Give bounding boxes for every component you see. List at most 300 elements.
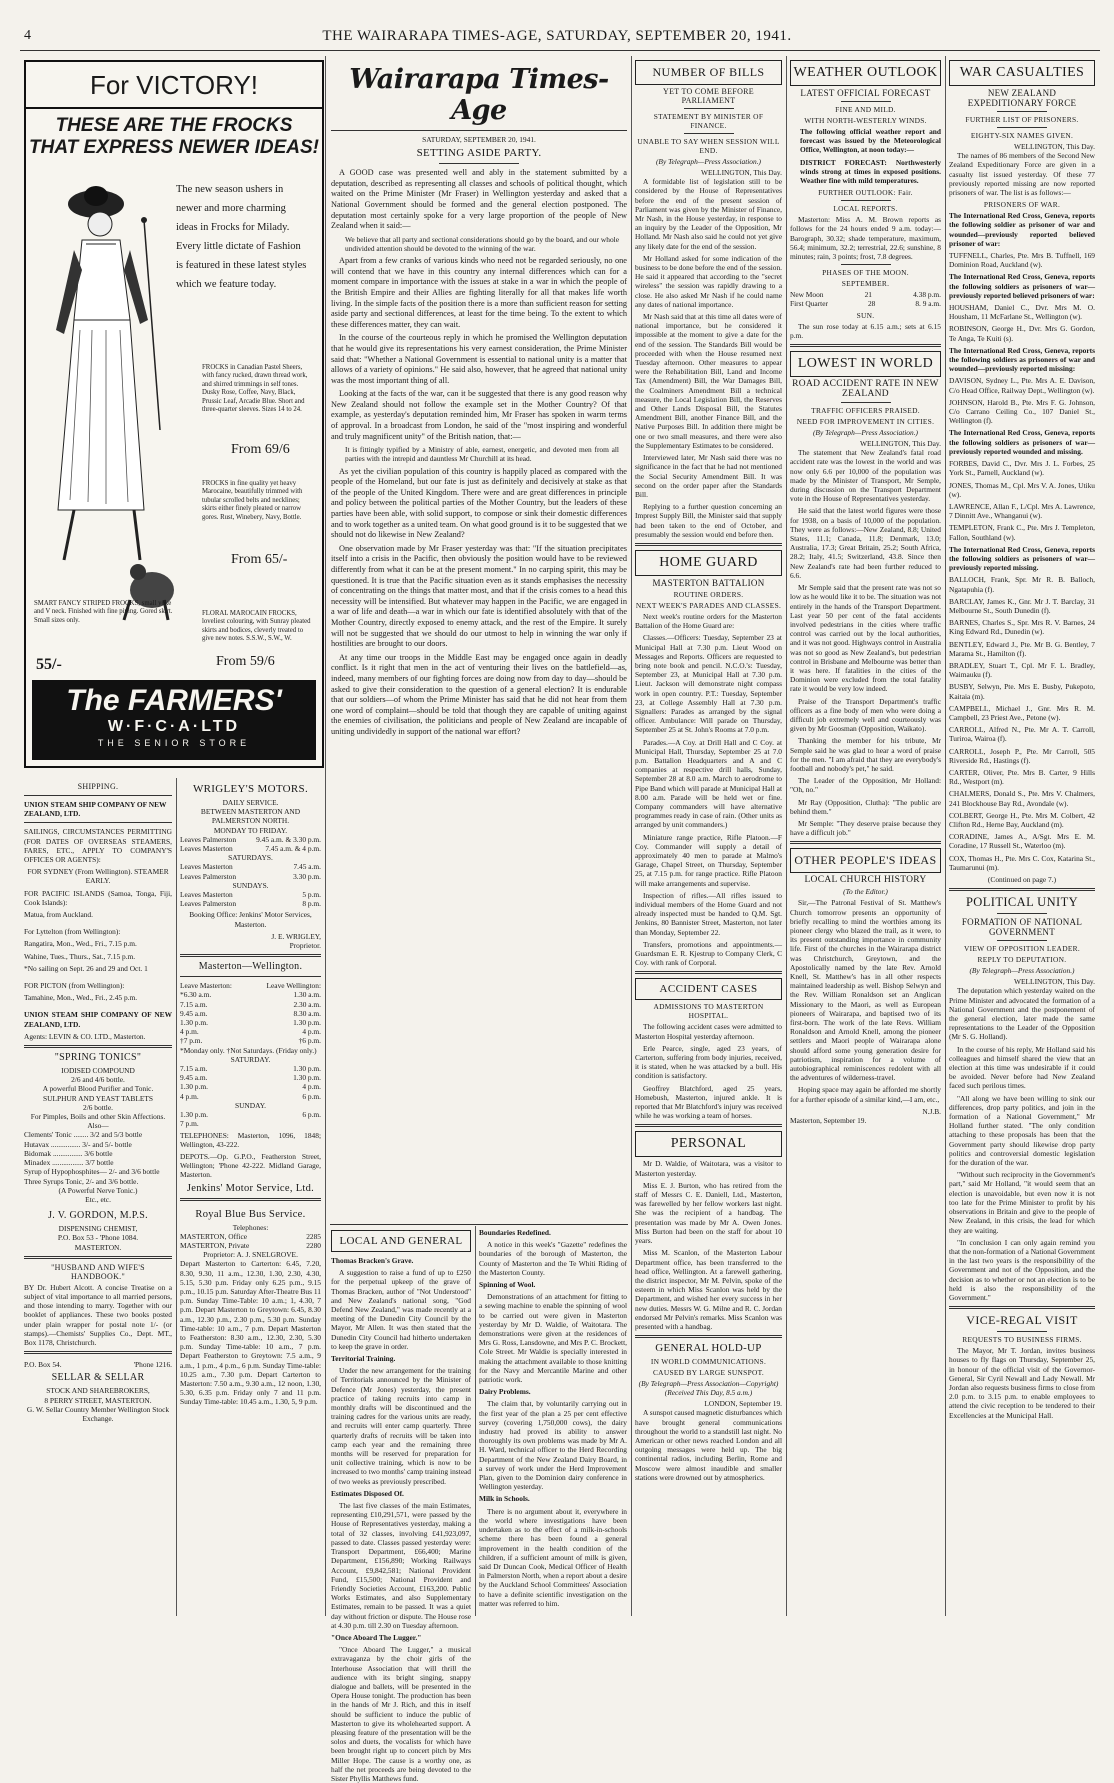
item-body: The claim that, by voluntarily carrying out in the first year of the plan a 25 per cent effective survey (covering 1,750,000 cows), the dairy industry had proved its ability to answer thoroughly its own problems was made by Mr A. H. Ward, technical officer to the Herd Recording Department of the New Zealand Dairy Board, in a survey of work under the Herd Improvement Plan, given to the Dominion dairy conference in Wellington yesterday.	[479, 1399, 627, 1492]
moon-phase: First Quarter	[790, 299, 828, 309]
continued-note: (Continued on page 7.)	[987, 875, 1057, 885]
weather-outlook: FURTHER OUTLOOK: Fair.	[818, 188, 913, 198]
sellar-phone: 'Phone 1216.	[133, 1360, 172, 1370]
sellar-po: P.O. Box 54.	[24, 1360, 62, 1370]
casualty-entry: JONES, Thomas M., Cpl. Mrs V. A. Jones, Utiku (w).	[949, 480, 1095, 499]
press-credit: (By Telegraph—Press Association.)	[969, 966, 1075, 976]
column-rule	[475, 1226, 476, 1616]
timetable-sunday: SUNDAY.	[234, 1100, 266, 1110]
farmers-advertisement	[24, 60, 324, 768]
press-credit: (By Telegraph—Press Association.)	[655, 157, 762, 166]
ad-headline: For VICTORY!	[89, 70, 259, 100]
casualty-entry: BRADLEY, Stuart T., Cpl. Mr F. L. Bradley, Waimauku (f).	[949, 660, 1095, 680]
war-sub: FURTHER LIST OF PRISONERS.	[965, 115, 1079, 124]
tonics-line: 2/6 and 4/6 bottle.	[71, 1075, 125, 1085]
shipping-tamahine: Tamahine, Mon., Wed., Fri., 2.45 p.m.	[24, 993, 138, 1003]
article-paragraph: In the course of his reply, Mr Holland said his colleagues and himself shared the view that an election at this time was undesirable if it could be avoided. Never before had New Zealand faced such perilous times.	[949, 1044, 1095, 1091]
local-reports-heading: LOCAL REPORTS.	[833, 204, 898, 214]
personal-heading: PERSONAL	[635, 1131, 782, 1157]
divider	[635, 543, 782, 546]
masthead-title: THE WAIRARAPA TIMES-AGE, SATURDAY, SEPTEMBER 20, 1941.	[322, 28, 792, 44]
divider	[997, 1331, 1047, 1332]
weather-sub: FINE AND MILD.	[835, 105, 896, 114]
tonics-line: Three Syrups Tonic, 2/- and 3/6 bottle.	[24, 1176, 139, 1186]
shipping-notice: SAILINGS, CIRCUMSTANCES PERMITTING (FOR DATES OF OVERSEAS STEAMERS, FARES, ETC., APPLY TO COMPANY'S OFFICES OR AGENTS):	[24, 827, 172, 865]
article-paragraph: A sunspot caused magnetic disturbances which have brought general communications throughout the world to a standstill last night. No American or other news reached London and all outgoing messages were held up. The big continental radios, including Berlin, Rome and Moscow were almost inaudible and smaller stations were drowned out by atmospherics.	[635, 1408, 782, 1482]
casualty-entry: CHALMERS, Donald S., Pte. Mrs V. Chalmers, 241 Blockhouse Bay Rd., Avondale (w).	[949, 789, 1095, 808]
viceregal-heading: VICE-REGAL VISIT	[966, 1313, 1078, 1328]
timetable-time: 4 p.m.	[302, 1082, 321, 1092]
shipping-sydney: FOR SYDNEY (From Wellington). STEAMER EARLY.	[27, 867, 169, 886]
timetable-label: MASTERTON, Private	[180, 1240, 250, 1250]
item-body: "Once Aboard The Lugger," a musical extravaganza by the choir girls of the Interhouse Association that will thrill the audience with its bright singing, snappy dialogue and ballets, will be presented in the Opera House tonight. The production has been in the hands of Mr J. Rich, and this in itself should be sufficient to induce the public of Masterton to give its wholehearted support. A pleasing feature of the presentation will be the solos and duets, the vocalists for which have been brought right up to concert pitch by Mrs Miller Hope. The cause is a worthy one, as half the net proceeds are being devoted to the Sister Phyllis Matthews fund.	[331, 1645, 471, 1783]
tonics-line: Etc., etc.	[85, 1194, 111, 1204]
timetable-header	[180, 981, 321, 990]
shipping-wahine: Wahine, Tues., Thurs., Sat., 7.15 p.m.	[24, 951, 136, 961]
divider	[180, 954, 321, 957]
press-credit: (By Telegraph—Press Association.)	[812, 428, 919, 438]
letter-signoff: N.J.B.	[922, 1106, 941, 1116]
lowest-sub: NEED FOR IMPROVEMENT IN CITIES.	[796, 417, 935, 427]
casualty-notice: The International Red Cross, Geneva, reports the following soldier as prisoner of war and wounded—previously reported believed prisoner of war:	[949, 211, 1095, 248]
timetable-time: 1.30 p.m.	[180, 1082, 208, 1092]
page-number: 4	[24, 28, 31, 43]
timetable-label: Leave Masterton:	[180, 981, 232, 991]
article-paragraph: "In conclusion I can only again remind you that the non-formation of a National Government in the last two years is the responsibility of the Government and not of the Opposition, and the decision as to whether or not an election is to be held is also the responsibility of the Government."	[949, 1237, 1095, 1302]
item-title: "Once Aboard The Lugger."	[331, 1632, 422, 1642]
editorial-paragraph: In the course of the courteous reply in which he promised the Wellington deputation that he would give its representations his very earnest consideration, the Prime Minister said that: "Whether a National Government is essential to national unity is a matter that allows of a variety of opinions." He said also, however, that he agreed that national unity was the most important thing of all.	[331, 333, 627, 385]
item-title: Thomas Bracken's Grave.	[331, 1256, 414, 1265]
unity-sub: VIEW OF OPPOSITION LEADER.	[963, 944, 1081, 954]
weather-sub: LATEST OFFICIAL FORECAST	[800, 88, 931, 98]
timetable-time: 7 p.m.	[180, 1119, 199, 1129]
logo-name: The FARMERS'	[66, 684, 282, 717]
royal-blue-tel: Telephones:	[232, 1222, 269, 1232]
timetable-row	[180, 890, 321, 899]
timetable-time: 6 p.m.	[302, 1110, 321, 1120]
others-credit: (To the Editor.)	[843, 887, 888, 897]
divider	[24, 1045, 172, 1048]
dateline: WELLINGTON, This Day.	[1014, 142, 1095, 151]
item-body: Under the new arrangement for the training of Territorials announced by the Minister of Defence (Mr Jones) yesterday, the present practice of taking recruits into camp in monthly drafts will be discontinued and the training cadres for the various units are ready, and recruits will enter camp quarterly. Three quarterly drafts of recruits will be taken into camp each year and the remaining three months will be reserved for preparation for unit collective training, which is now to be increased to two months' camp training instead of two weeks as previously prescribed.	[331, 1366, 471, 1486]
timetable-label: Leaves Palmerston	[180, 871, 237, 881]
pow-heading: PRISONERS OF WAR.	[983, 200, 1061, 210]
casualty-entry: BARNES, Charles S., Spr. Mrs R. V. Barnes, 24 King Edward Rd., Dunedin (w).	[949, 618, 1095, 637]
divider	[949, 888, 1095, 891]
item-title: Boundaries Redefined.	[479, 1228, 551, 1237]
bills-sub: STATEMENT BY MINISTER OF FINANCE.	[653, 112, 764, 130]
article-paragraph: Mr Nash said that at this time all dates were of national importance, but he considered it impossible at the moment to give a date for the end of the session. The Standards Bill would be proceeded with when the House resumed next Tuesday afternoon. Other measures to appear were the Rehabilitation Bill, Land and Income Tax (Amendment) Bill, the War Damages Bill, the Coalminers Amendment Bill a technical measure, the Local Legislation Bill, the Reserves and Other Lands Disposal Bill, the Statutes Amendment Bill, another Finance Bill, and the Native Purposes Bill. In addition there might be one or two small measures, and there were also the Supplementary Estimates to be considered.	[635, 312, 782, 450]
wrigley-proprietor: J. E. WRIGLEY,	[271, 931, 321, 941]
wrigley-sub: DAILY SERVICE.	[222, 798, 279, 807]
editorial-paragraph: Apart from a few cranks of various kinds who need not be regarded seriously, no one will contend that we have in this country any internal differences which can for a moment compare in importance with the issues at stake in a war in which the people of the British Empire and their Allies are fighting literally for all that makes life worth living. In the simple facts of the position there is a more than sufficient reason for setting aside party and sectional differences, at least for the time being. To the extent to which these differences matter, they can wait.	[331, 256, 627, 329]
wrigley-prop-label: Proprietor.	[289, 941, 321, 951]
casualty-entry: TUFFNELL, Charles, Pte. Mrs B. Tuffnell, 169 Dominion Road, Auckland (w).	[949, 251, 1095, 270]
article-paragraph: Miss E. J. Burton, who has retired from the staff of Messrs C. E. Daniell, Ltd., Masterton, was farewelled by her fellow workers last night. She was the recipient of a handbag. The presentation was made by Mr A. Owen Jones. Miss Burton had been on the staff for about 10 years.	[635, 1180, 782, 1246]
dateline: WELLINGTON, This Day.	[860, 439, 941, 449]
shipping-company: UNION STEAM SHIP COMPANY OF NEW ZEALAND, LTD.	[24, 1010, 172, 1029]
article-paragraph: Miss M. Scanlon, of the Masterton Labour Department office, has been transferred to the head office, Wellington. At a farewell gathering, the district inspector, Mr M. Pelvin, spoke of the esteem in which Miss Scanlon was held by the Department, and wished her every success in her new duties. Messrs W. G. Milne and R. C. Jordan endorsed Mr Pelvin's remarks. Miss Scanlon was presented with a handbag.	[635, 1248, 782, 1331]
section-rule	[330, 1224, 628, 1225]
shipping-heading: SHIPPING.	[77, 782, 119, 791]
item-title: Milk in Schools.	[479, 1494, 530, 1504]
timetable-time: 5 p.m.	[302, 890, 321, 900]
divider	[24, 822, 172, 823]
ad-divider	[26, 107, 322, 109]
viceregal-sub: REQUESTS TO BUSINESS FIRMS.	[962, 1335, 1082, 1345]
column-rule	[176, 778, 177, 1616]
wrigley-sun: SUNDAYS.	[232, 880, 269, 890]
article-paragraph: The Leader of the Opposition, Mr Holland: "Oh, no."	[790, 776, 941, 795]
timetable-time: 7.45 a.m. & 4 p.m.	[265, 844, 321, 854]
casualty-entry: ROBINSON, George H., Dvr. Mrs G. Gordon, Te Anga, Te Kuiti (s).	[949, 324, 1095, 343]
fashion-illustration	[34, 180, 180, 640]
jenkins-route: Masterton—Wellington.	[198, 961, 303, 973]
shipping-agents: Agents: LEVIN & CO. LTD., Masterton.	[24, 1031, 146, 1041]
ad-item-price: From 65/-	[231, 552, 288, 567]
shipping-company: UNION STEAM SHIP COMPANY OF NEW ZEALAND, LTD.	[24, 800, 167, 819]
article-paragraph: Interviewed later, Mr Nash said there was no significance in the fact that he had not mentioned the Social Security Amendment Bill. It was second on the order paper after the Standards Bill.	[635, 453, 782, 499]
timetable-row	[180, 844, 321, 853]
tonics-line: Also—	[87, 1121, 109, 1131]
ad-tagline: THAT EXPRESS NEWER IDEAS!	[29, 137, 319, 158]
timetable-time: 1.30 a.m.	[293, 990, 321, 1000]
timetable-label: Leaves Palmerston	[180, 834, 237, 844]
article-paragraph: Inspection of rifles.—All rifles issued to individual members of the Home Guard and not already inspected must be handed to Q.M. Sgt. Jenkins, 80 Bannister Street, Masterton, not later than Monday, September 22.	[635, 890, 782, 937]
editorial-paragraph: At any time our troops in the Middle East may be engaged once again in deadly conflict. Is it right that men in the act of venturing their lives on the battlefield—as, indeed, many members of our fighting forces are doing now from day to day—should be asked to give their consideration to the question of a general election? It is endurable that our soldiers—of whom the Prime Minister has said that he did not hear from them one word of complaint—should be told that though they are capable of uniting against the enemies of civilisation, the politicians and people of New Zealand are incapable of uniting undividedly in support of the national war effort?	[331, 652, 627, 736]
divider	[997, 913, 1047, 914]
timetable-label: Leave Wellington:	[266, 981, 321, 991]
timetable-time: 3.30 p.m.	[293, 871, 321, 881]
news-column-4	[635, 58, 782, 1620]
item-body: The last five classes of the main Estimates, representing £10,291,571, were passed by the House of Representatives yesterday, making a total of 32 classes, involving £41,923,097, passed to date. Classes passed yesterday were: Transport Department, £66,400; Marine Department, £156,890; Working Railways Account, £9,842,581; National Provident Fund, £15,500; National Provident and Friendly Societies Account, £163,200. Public Works Estimates, and also Supplementary Estimates, remain to be passed. It was a quiet day without friction or dispute. The House rose at 4.30 p.m. till 2.30 on Tuesday afternoon.	[331, 1501, 471, 1630]
letter-dateline: Masterton, September 19.	[790, 1116, 867, 1126]
item-body: A suggestion to raise a fund of up to £250 for the perpetual upkeep of the grave of Thomas Bracken, author of "Not Understood" and New Zealand's national song, "God Defend New Zealand," was made recently at a meeting of the Dunedin City Council by the Mayor, Mr Allen. It was then stated that the Dunedin City Council had hitherto undertaken to keep the grave in order.	[331, 1268, 471, 1351]
war-sub: NEW ZEALAND EXPEDITIONARY FORCE	[967, 88, 1077, 108]
divider	[180, 976, 321, 977]
moon-heading: PHASES OF THE MOON.	[822, 268, 909, 278]
timetable-time: 1.30 p.m.	[180, 1018, 208, 1028]
jenkins-name: Jenkins' Motor Service, Ltd.	[186, 1182, 315, 1194]
bills-sub: UNABLE TO SAY WHEN SESSION WILL END.	[637, 137, 780, 155]
ad-tagline: THESE ARE THE FROCKS	[55, 115, 293, 136]
casualty-entry: FORBES, David C., Dvr. Mrs J. L. Forbes, 25 York St., Parnell, Auckland (w).	[949, 459, 1095, 478]
timetable-time: 6 p.m.	[302, 1091, 321, 1101]
timetable-time: 4 p.m.	[180, 1027, 199, 1037]
divider	[24, 1256, 172, 1259]
masthead-rule	[20, 50, 1100, 51]
sun-heading: SUN.	[856, 310, 875, 320]
editorial-paragraph: As yet the civilian population of this country is happily placed as compared with the people of the Homeland, but our fate is just as definitely and decisively at stake as that of the people of the United Kingdom. There were and are great differences in principle and policy between the political parties of the Mother Country, but the leaders of these parties have been able, with solid support, to compose or sink their domestic differences and to work together as a united team. On what good ground is it to be suggested that we should not do likewise in New Zealand?	[331, 466, 627, 540]
editorial-date: SATURDAY, SEPTEMBER 20, 1941.	[422, 135, 536, 144]
editorial-paragraph: Looking at the facts of the war, can it be suggested that there is any good reason why New Zealand should not follow the example set in the Mother Country? Of that example, as yesterday's deputation reminded him, Mr Fraser has spoken in warm terms of approval. In a broadcast from London, he said of the "most inspiring and wonderful and truly magnificent unity" of the British nation, that:—	[331, 389, 627, 441]
timetable-row	[180, 1119, 321, 1128]
timetable-time: 7.15 a.m.	[180, 1064, 208, 1074]
divider	[790, 841, 941, 844]
casualty-entry: CORADINE, James A., A/Sgt. Mrs E. M. Coradine, 17 Russell St., Waterloo (m).	[949, 832, 1095, 851]
column-rule	[945, 56, 946, 1616]
unity-sub: REPLY TO DEPUTATION.	[977, 955, 1067, 965]
timetable-time: 2.30 a.m.	[293, 999, 321, 1009]
tonics-heading: "SPRING TONICS"	[54, 1052, 142, 1064]
moon-month: SEPTEMBER.	[841, 279, 890, 289]
article-paragraph: Replying to a further question concerning an Imprest Supply Bill, the Minister said that supply had been taken to the end of October, and presumably the session would end before then.	[635, 502, 782, 539]
item-body: Demonstrations of an attachment for fitting to a sewing machine to enable the spinning of wool to be carried out were given in Masterton yesterday by Mr D. Waldie, of Waitotara. The demonstrations were given at the residences of Mrs G. Ross, Lansdowne, and Mrs P. C. Brockett, Cole Street. Mr Waldie is specially interested in making the attachment available to those knitting for the Navy and Mercantile Marine and other patriotic work.	[479, 1292, 627, 1385]
wrigley-route: BETWEEN MASTERTON AND PALMERSTON NORTH.	[200, 807, 301, 826]
divider	[684, 108, 734, 109]
divider	[635, 971, 782, 974]
tonics-line: For Pimples, Boils and other Skin Affections.	[30, 1112, 166, 1122]
unity-heading: POLITICAL UNITY	[965, 895, 1079, 910]
casualty-entry: LAWRENCE, Allan F., L/Cpl. Mrs A. Lawrence, 7 Dinnitt Ave., Whanganui (w).	[949, 501, 1095, 521]
letter-paragraph: Sir,—The Patronal Festival of St. Matthew's Church tomorrow presents an opportunity of briefly recalling to mind the worthies among its pioneer clergy who blazed the trail, as it were, to its present outstanding importance in community life. First of the churches in the Wairarapa district was Christchurch, Greytown, and the Apostolically named by the late Rev. Arnold Knell, St. Matthew's has in all other respects maintained leadership as well. Bishop Selwyn and the Rev. William Ronaldson set an Anglican Missionary to the Maori, as well as European pioneers of Wairarapa, and baptised two of its first-born. The work of the late Revs. William Ronaldson and Arnold Knell, among the pioneer settlers and Maori people of Wairarapa alone should afford some young generation desire for patriotism, inspiration for a volume of autobiographical reminiscences redolent with all the adventures of wilderness-travel.	[790, 898, 941, 1083]
divider	[841, 264, 891, 265]
handbook-heading: "HUSBAND AND WIFE'S HANDBOOK."	[51, 1262, 145, 1281]
royal-blue-proprietor: Proprietor: A. J. SNELGROVE.	[203, 1250, 298, 1260]
bills-heading: NUMBER OF BILLS	[635, 60, 782, 85]
casualty-entry: TEMPLETON, Frank C., Pte. Mrs J. Templeton, Fallon, Southland (w).	[949, 523, 1095, 542]
home-guard-sub: ROUTINE ORDERS.	[673, 589, 744, 599]
casualty-entry: CARROLL, Joseph P., Pte. Mr Carroll, 505 Riverside Rd., Hastings (f).	[949, 746, 1095, 765]
article-paragraph: The deputation which yesterday waited on the Prime Minister and advocated the formation of a National Government and the postponement of the general election, later made the same representations to the Leader of the Opposition (Mr S. G. Holland).	[949, 986, 1095, 1042]
shipping-pacific: FOR PACIFIC ISLANDS (Samoa, Tonga, Fiji, Cook Islands):	[24, 888, 172, 907]
shipping-picton: FOR PICTON (from Wellington):	[24, 981, 125, 991]
handbook-body: BY Dr. Hubert Alcott. A concise Treatise on a subject of vital importance to all married persons, and those intending to marry. Together with our booklet of appliances. These two books posted under plain wrapper for postal note 1/- (or stamps).—Chemists' Supplies Co., Dept. MT., Box 1178, Christchurch.	[24, 1282, 172, 1347]
casualty-entry: CARTER, Oliver, Pte. Mrs B. Carter, 9 Hills Rd., Westport (m).	[949, 767, 1095, 787]
timetable-saturday: SATURDAY.	[230, 1054, 271, 1064]
divider	[24, 795, 172, 796]
editorial-quote: We believe that all party and sectional considerations should go by the board, and our whole undivided attention should be devoted to the winning of the war.	[345, 234, 619, 253]
timetable-row	[180, 862, 321, 871]
editorial-headline: SETTING ASIDE PARTY.	[416, 147, 542, 160]
sellar-desc: STOCK AND SHAREBROKERS,	[46, 1386, 150, 1396]
home-guard-heading: HOME GUARD	[635, 550, 782, 576]
timetable-time: 9.45 a.m. & 3.30 p.m.	[256, 834, 321, 844]
moon-day: 28	[867, 299, 876, 309]
timetable-row	[180, 1110, 321, 1119]
timetable-row	[180, 1064, 321, 1073]
nameplate: Wairarapa Times-Age	[349, 64, 609, 126]
jenkins-telephones: TELEPHONES: Masterton, 1096, 1848; Wellington, 43-222.	[180, 1130, 321, 1149]
timetable-row	[180, 1009, 321, 1018]
timetable-row	[180, 1232, 321, 1241]
editorial-paragraph: One observation made by Mr Fraser yesterday was that: "If the situation precipitates itself into a crisis in the Pacific, then obviously the position would have to be reviewed differently from what it can be at the present moment." In no carping spirit, this may be questioned. It is true that the Pacific situation even as it stands emphasises the necessity of concentrating on the things that matter most, and that if the crisis comes to a head this necessity will be intensified. But whatever may happen in the Pacific, we are engaged in a war of life and death—a war in which our fate is identified absolutely with that of the Mother Country, directly exposed to enemy attack, and the rest of the Empire. It surely will not be suggested that we should do our utmost to help in winning the war only if hostilities are brought to our doors.	[331, 543, 627, 649]
holdup-sub: CAUSED BY LARGE SUNSPOT.	[652, 1368, 765, 1378]
weather-sub: WITH NORTH-WESTERLY WINDS.	[804, 116, 927, 125]
news-column-5	[790, 58, 941, 1620]
article-paragraph: Mr D. Waldie, of Waitotara, was a visitor to Masterton yesterday.	[635, 1159, 782, 1178]
tonics-line: Syrup of Hypophosphites— 2/- and 3/6 bottle	[24, 1167, 160, 1177]
casualty-entry: DAVISON, Sydney L., Pte. Mrs A. E. Davison, C/o Head Office, Railway Dept., Wellington (w).	[949, 376, 1095, 395]
casualty-entry: JOHNSON, Harold B., Pte. Mrs F. G. Johnson, C/o Carrano Ceiling Co., 107 Daniel St., Wellington (f).	[949, 397, 1095, 426]
shipping-lyttelton: For Lyttelton (from Wellington):	[24, 927, 121, 937]
sellar-member: G. W. Sellar Country Member Wellington Stock Exchange.	[26, 1404, 170, 1423]
royal-blue-body: Depart Masterton to Carterton: 6.45, 7.20, 8.30, 9.30, 11 a.m., 12.30, 1.30, 2.30, 4.30, 5.15, 5.30 p.m. Friday only 6.25 p.m., 9.15 p.m., 10.15 p.m. Saturday After-Theatre Bus 11 p.m. Sunday Time-Table: 10 a.m.; 1, 4.30, 7 p.m. Depart Masterton to Greytown: 6.45, 8.30 a.m., 12.30 p.m., 2.30 p.m., 5.30 p.m. Sunday Time-table: 10 a.m., 7 p.m. Depart Masterton to Featherston: 8.30 a.m., 12.30, 2.30, 5.30 p.m. Sunday Time-table: 10 a.m., 7 p.m. Depart Featherston to Greytown: 7.5 a.m., 9 a.m., 1 p.m., 4 p.m., 6 p.m. Sunday Time-table: 10.25 a.m., 7.30 p.m. Depart Carterton to Masterton: 7.50 a.m., 9.30 a.m., 12 noon, 1.30, 5.30, 6.35 p.m. Friday only 7 and 11 p.m. Sunday Time-table: 10.45 a.m., 1.30, 5, 9 p.m.	[180, 1259, 321, 1407]
timetable-time: 9.45 a.m.	[180, 1073, 208, 1083]
tonics-line: Minadex ................. 3/7 bottle	[24, 1158, 114, 1168]
weather-intro: The following official weather report and forecast was issued by the Meteorological Office, Wellington, at noon today:—	[800, 127, 941, 155]
tonics-line: Hutavax ................ 3/- and 5/- bottle	[24, 1139, 132, 1149]
article-paragraph: The names of 86 members of the Second New Zealand Expeditionary Force are given in a casualty list issued yesterday. Of these 77 previously reported missing are now reported prisoners of war. The list is as follows:—	[949, 151, 1095, 198]
timetable-label: Leaves Masterton	[180, 844, 233, 854]
lowest-heading: LOWEST IN WORLD	[790, 351, 941, 377]
tonics-line: (A Powerful Nerve Tonic.)	[58, 1185, 138, 1195]
divider	[635, 1335, 782, 1338]
timetable-row	[180, 1036, 321, 1045]
article-paragraph: Praise of the Transport Department's traffic officers as a fine body of men who were doing a difficult job extremely well and courteously was given by Mr Goosman (Opposition, Waikato).	[790, 696, 941, 734]
holdup-sub: IN WORLD COMMUNICATIONS.	[650, 1357, 767, 1367]
letter-paragraph: Hoping space may again be afforded me shortly for a further episode of a similar kind,—I am, etc.,	[790, 1085, 941, 1104]
shipping-rangatira: Rangatira, Mon., Wed., Fri., 7.15 p.m.	[24, 939, 137, 949]
casualty-entry: HOUSHAM, Daniel C., Dvr. Mrs M. O. Housham, 11 McFarlane St., Wellington (w).	[949, 303, 1095, 322]
article-paragraph: Miniature range practice, Rifle Platoon.—F Coy. Commander will supply a detail of approximately 40 men to parade at Malmo's Garage, Chapel Street, on Thursday, September 25, at 7.15 p.m. for range practice. Rifle Platoon will make arrangements and supervise.	[635, 832, 782, 888]
page-masthead	[0, 26, 1114, 46]
weather-district: DISTRICT FORECAST: Northwesterly winds strong at times in exposed positions. Weather fine with mild temperatures.	[800, 157, 941, 186]
casualty-notice: The International Red Cross, Geneva, reports the following soldiers as prisoners of war and wounded—previously reported missing:	[949, 345, 1095, 374]
divider	[997, 111, 1047, 112]
divider	[841, 101, 891, 102]
wrigley-days: MONDAY TO FRIDAY.	[213, 825, 288, 835]
wrigley-heading: WRIGLEY'S MOTORS.	[192, 783, 309, 795]
timetable-time: 1.30 p.m.	[180, 1110, 208, 1120]
casualty-entry: CAMPBELL, Michael J., Gnr. Mrs R. M. Campbell, 23 Priest Ave., Petone (w).	[949, 703, 1095, 722]
divider	[684, 133, 734, 134]
divider	[24, 1351, 172, 1354]
timetable-row	[180, 1000, 321, 1009]
moon-day: 21	[864, 290, 872, 300]
holdup-heading: GENERAL HOLD-UP	[655, 1342, 762, 1355]
classifieds-left-column	[24, 780, 172, 1620]
timetable-time: 8 p.m.	[302, 899, 321, 909]
home-guard-sub: NEXT WEEK'S PARADES AND CLASSES.	[635, 600, 782, 610]
timetable-time: *6.30 a.m.	[180, 990, 212, 1000]
divider	[790, 344, 941, 347]
local-general-column	[331, 1228, 471, 1783]
wrigley-sat: SATURDAYS.	[228, 853, 273, 863]
ad-item-desc: FROCKS in fine quality yet heavy Marocaine, beautifully trimmed with tubular scrolled belts and necklines; skirts either finely pleated or narrow gores. Rust, Winebery, Navy, Bottle.	[202, 480, 303, 521]
weather-heading: WEATHER OUTLOOK	[790, 60, 941, 86]
unity-sub: FORMATION OF NATIONAL GOVERNMENT	[961, 917, 1083, 938]
editorial-paragraph: A GOOD case was presented well and ably in the statement submitted by a deputation, described as representing all classes and schools of political thought, which waited on the Prime Minister (Mr Fraser) in Wellington yesterday and asked that a National Government should be formed and the general election postponed. The deputation most certainly spoke for a very large proportion of the people of New Zealand when it said:—	[331, 168, 627, 231]
others-sub: LOCAL CHURCH HISTORY	[804, 875, 927, 886]
divider	[841, 200, 891, 201]
tonics-line: 2/6 bottle.	[83, 1102, 113, 1112]
casualty-entry: BALLOCH, Frank, Spr. Mr R. B. Balloch, Ngatapuhia (f).	[949, 575, 1095, 594]
editorial-quote: It is fittingly typified by a Ministry of able, earnest, energetic, and devoted men from all parties with the intrepid and dauntless Mr Churchill at its head.	[345, 445, 619, 464]
article-paragraph: Mr Ray (Opposition, Clutha): "The public are behind them."	[790, 797, 941, 816]
timetable-time: 8.30 a.m.	[293, 1008, 321, 1018]
sellar-name: SELLAR & SELLAR	[51, 1372, 145, 1384]
tonics-line: Clements' Tonic ........ 3/2 and 5/3 bottle	[24, 1130, 143, 1140]
article-paragraph: "All along we have been willing to sink our differences, drop party politics, and join in the formation of a National Government," Mr Holland further stated. "The only condition attaching to these proposals has been that the Government party should likewise drop party politics and controversial domestic legislation for the duration of the war.	[949, 1093, 1095, 1168]
local-reports-body: Masterton: Miss A. M. Brown reports as follows for the 24 hours ended 9 a.m. today:—Barograph, 30.32; shade temperature, maximum, 56.4; minimum, 32.2; terrestrial, 22.6; sunshine, 8 minutes; rain, 3 points; frost, 7.8 degrees.	[790, 215, 941, 262]
wrigley-booking: Booking Office: Jenkins' Motor Services, Masterton.	[189, 910, 312, 929]
column-rule	[631, 56, 632, 1616]
timetable-note: *Monday only. †Not Saturdays. (Friday only.)	[180, 1045, 317, 1055]
timetable-label: Leaves Palmerston	[180, 899, 237, 909]
chemist-role: DISPENSING CHEMIST,	[58, 1224, 138, 1234]
timetable-time: 4 p.m.	[302, 1027, 321, 1037]
moon-phase: New Moon	[790, 290, 824, 300]
timetable-row	[180, 1027, 321, 1036]
divider	[439, 163, 519, 164]
editorial-column	[331, 58, 627, 1220]
timetable-row	[180, 899, 321, 908]
tonics-line: A powerful Blood Purifier and Tonic.	[42, 1084, 154, 1094]
casualty-entry: CARROLL, Alfred N., Pte. Mr A. T. Carroll, Turiroa, Wairoa (f).	[949, 725, 1095, 744]
moon-row	[790, 290, 941, 299]
casualty-notice: The International Red Cross, Geneva, reports the following soldiers as prisoners of war—previously reported believed prisoners of war:	[949, 272, 1095, 300]
timetable-row	[180, 1092, 321, 1101]
divider	[180, 1198, 321, 1201]
dateline: WELLINGTON, This Day.	[701, 168, 782, 177]
item-title: Dairy Problems.	[479, 1387, 531, 1397]
shipping-matua: Matua, from Auckland.	[24, 910, 93, 920]
timetable-time: 7.45 a.m.	[293, 862, 321, 872]
war-sub: EIGHTY-SIX NAMES GIVEN.	[970, 131, 1074, 140]
dateline: LONDON, September 19.	[704, 1399, 782, 1409]
moon-row	[790, 299, 941, 308]
item-title: Territorial Training.	[331, 1354, 396, 1364]
timetable-row	[180, 990, 321, 999]
local-heading: LOCAL AND GENERAL	[331, 1230, 471, 1252]
ad-item-desc: FLORAL MAROCAIN FROCKS, loveliest colouring, with Sunray pleated skirts and bodices, cleverly treated to give new notes. S.S.W., S.W., W.	[202, 610, 311, 643]
chemist-town: MASTERTON.	[74, 1242, 122, 1252]
timetable-time: 9.45 a.m.	[180, 1008, 208, 1018]
timetable-row	[180, 872, 321, 881]
divider	[997, 940, 1047, 941]
casualty-notice: The International Red Cross, Geneva, reports the following soldiers as prisoners of war—previously reported wounded and missing.	[949, 428, 1095, 456]
ad-item-price: From 69/6	[231, 442, 290, 457]
ad-item-price: 55/-	[36, 656, 62, 673]
accident-sub: ADMISSIONS TO MASTERTON HOSPITAL.	[653, 1002, 764, 1021]
transport-column	[180, 780, 321, 1620]
press-credit: (By Telegraph—Press Association—Copyright) (Received This Day, 8.5 a.m.)	[638, 1379, 779, 1398]
chemist-address: P.O. Box 53 - 'Phone 1084.	[57, 1233, 139, 1243]
timetable-time: 2285	[306, 1231, 321, 1241]
article-paragraph: Mr Semple said that the present rate was not so low as he would like it to be. The situation was not entirely in the hands of the Transport Department. Last year 50 per cent of the fatal accidents involved pedestrians in the cities where traffic control was carried out by the local authorities, and it was not good. Highways control in Australia was not so good as New Zealand's, but pedestrian control in Brisbane and Melbourne was better than it was here. If fatalities in the cities of the Dominion were excluded from the total fatality rate it would be very low indeed.	[790, 583, 941, 694]
home-guard-sub: MASTERTON BATTALION	[652, 577, 765, 588]
royal-blue-heading: Royal Blue Bus Service.	[195, 1208, 306, 1220]
timetable-label: Leaves Masterton	[180, 862, 233, 872]
bills-sub: YET TO COME BEFORE PARLIAMENT	[663, 87, 754, 105]
timetable-row	[180, 1018, 321, 1027]
item-body: A notice in this week's "Gazette" redefines the boundaries of the borough of Masterton, the County of Masterton and the Te Whiti Riding of the Masterton County.	[479, 1240, 627, 1277]
article-paragraph: The Mayor, Mr T. Jordan, invites business houses to fly flags on Thursday, September 25, in honour of the official visit of the Governor-General, Sir Cyril Newall and Lady Newall. Mr Jordan also requests business firms to close from 2.0 p.m. to 3.15 p.m. to enable employees to attend the civic reception to be tendered to their Excellencies at the Municipal Hall.	[949, 1346, 1095, 1420]
others-heading: OTHER PEOPLE'S IDEAS	[790, 848, 941, 873]
local-general-column-2	[479, 1228, 627, 1620]
article-paragraph: Transfers, promotions and appointments.—Guardsman E. R. Kjestrup to Company Clerk, C Coy. with rank of Corporal.	[635, 939, 782, 968]
ad-item-price: From 59/6	[216, 654, 275, 669]
timetable-row	[180, 1241, 321, 1250]
logo-slogan: THE SENIOR STORE	[97, 738, 251, 748]
column-rule	[786, 56, 787, 1616]
divider	[997, 127, 1047, 128]
article-paragraph: Mr Holland asked for some indication of the business to be done before the end of the session. He said it appeared that according to the "secret wireless" the session was rapidly drawing to a close. He also asked Mr Nash if he could name any dates of national importance.	[635, 253, 782, 309]
moon-time: 8. 9 a.m.	[915, 299, 941, 309]
item-title: Estimates Disposed Of.	[331, 1488, 404, 1498]
divider	[841, 402, 891, 403]
sellar-street: 8 PERRY STREET, MASTERTON.	[44, 1395, 152, 1405]
article-paragraph: Parades.—A Coy. at Drill Hall and C Coy. at Municipal Hall, Thursday, September 25 at 7.0 p.m. Battalion Headquarters and A and C companies at respective drill halls, Sunday, September 28 at 8.0 a.m. March to aerodrome to Pipe Band which will parade at Municipal Hall at 8.00 a.m. Parade will be held wet or fine. Company commanders will have alternative programmes ready in case of rain. (Other units as arranged by unit commanders.)	[635, 737, 782, 830]
shipping-note: *No sailing on Sept. 26 and 29 and Oct. 1	[24, 963, 148, 973]
dateline: WELLINGTON, This Day.	[1014, 977, 1095, 987]
article-paragraph: "Without such reciprocity in the Government's part," said Mr Holland, "it would seem that an election is unavoidable, but even now it is not too late for the Prime Minister to profit by his observations in Britain and give to the people of New Zealand, in this crisis, the lead for which they are waiting.	[949, 1170, 1095, 1235]
timetable-time: 1.30 p.m.	[293, 1073, 321, 1083]
casualty-entry: COX, Thomas H., Pte. Mrs C. Cox, Katarina St., Taumarunui (m).	[949, 853, 1095, 872]
chemist-name: J. V. GORDON, M.P.S.	[48, 1210, 148, 1222]
timetable-time: †6 p.m.	[298, 1036, 321, 1046]
